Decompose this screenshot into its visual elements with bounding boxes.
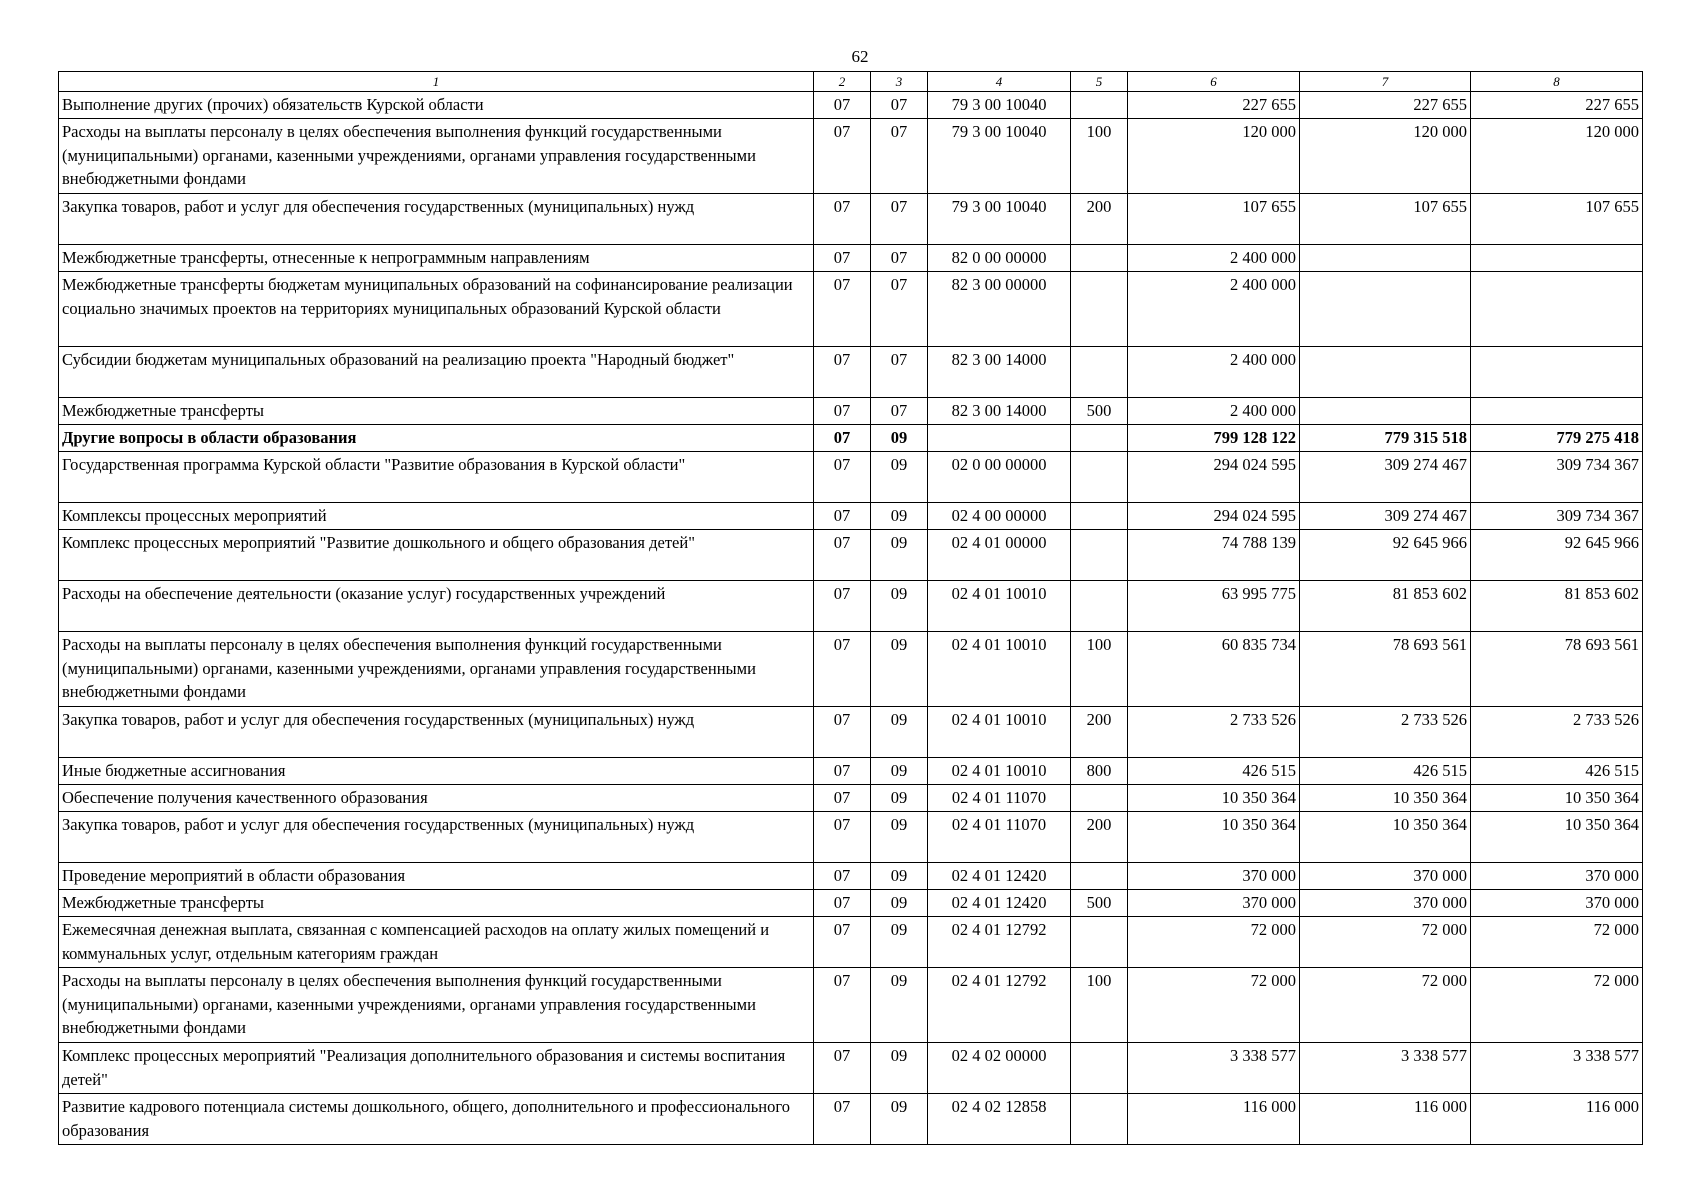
expense-type-code: 100 — [1071, 119, 1128, 194]
table-row — [59, 245, 1643, 272]
row-name: Закупка товаров, работ и услуг для обеспечения государственных (муниципальных) нужд — [59, 194, 814, 245]
amount-col7: 227 655 — [1300, 92, 1471, 119]
subsection-code: 09 — [871, 503, 928, 530]
amount-col7: 309 274 467 — [1300, 452, 1471, 503]
amount-col7: 92 645 966 — [1300, 530, 1471, 581]
amount-col6: 2 400 000 — [1128, 245, 1300, 272]
amount-col7: 72 000 — [1300, 917, 1471, 968]
section-code: 07 — [814, 890, 871, 917]
target-article-code: 79 3 00 10040 — [928, 119, 1071, 194]
table-row — [59, 707, 1643, 758]
header-cell-3: 3 — [871, 72, 928, 92]
row-name: Межбюджетные трансферты — [59, 890, 814, 917]
header-cell-5: 5 — [1071, 72, 1128, 92]
amount-col6: 426 515 — [1128, 758, 1300, 785]
section-code: 07 — [814, 530, 871, 581]
expense-type-code — [1071, 530, 1128, 581]
amount-col7: 78 693 561 — [1300, 632, 1471, 707]
subsection-code: 09 — [871, 707, 928, 758]
page-number: 62 — [851, 47, 869, 66]
amount-col7 — [1300, 272, 1471, 347]
table-row — [59, 530, 1643, 581]
row-name: Расходы на выплаты персоналу в целях обеспечения выполнения функций государственными (муниципальными) органами, казенными учреждениями, органами управления государственными внебюджетными фондами — [59, 968, 814, 1043]
target-article-code: 82 3 00 14000 — [928, 398, 1071, 425]
header-cell-2: 2 — [814, 72, 871, 92]
expense-type-code — [1071, 1094, 1128, 1145]
amount-col8 — [1471, 398, 1643, 425]
amount-col7: 10 350 364 — [1300, 785, 1471, 812]
row-name: Расходы на выплаты персоналу в целях обеспечения выполнения функций государственными (муниципальными) органами, казенными учреждениями, органами управления государственными внебюджетными фондами — [59, 632, 814, 707]
table-row — [59, 1094, 1643, 1145]
subsection-code: 07 — [871, 398, 928, 425]
section-code: 07 — [814, 968, 871, 1043]
table-row — [59, 968, 1643, 1043]
subsection-code: 09 — [871, 968, 928, 1043]
amount-col6: 72 000 — [1128, 968, 1300, 1043]
expense-type-code — [1071, 917, 1128, 968]
amount-col8: 10 350 364 — [1471, 812, 1643, 863]
amount-col8 — [1471, 347, 1643, 398]
amount-col6: 2 733 526 — [1128, 707, 1300, 758]
amount-col6: 60 835 734 — [1128, 632, 1300, 707]
subsection-code: 09 — [871, 917, 928, 968]
amount-col8: 72 000 — [1471, 917, 1643, 968]
target-article-code: 02 0 00 00000 — [928, 452, 1071, 503]
amount-col7: 3 338 577 — [1300, 1043, 1471, 1094]
table-row — [59, 890, 1643, 917]
amount-col6: 63 995 775 — [1128, 581, 1300, 632]
row-name: Ежемесячная денежная выплата, связанная с компенсацией расходов на оплату жилых помещений и коммунальных услуг, отдельным категориям граждан — [59, 917, 814, 968]
target-article-code: 82 3 00 00000 — [928, 272, 1071, 347]
row-name: Обеспечение получения качественного образования — [59, 785, 814, 812]
section-code: 07 — [814, 1043, 871, 1094]
table-row — [59, 92, 1643, 119]
target-article-code: 02 4 01 10010 — [928, 707, 1071, 758]
amount-col8: 227 655 — [1471, 92, 1643, 119]
amount-col6: 10 350 364 — [1128, 812, 1300, 863]
section-code: 07 — [814, 503, 871, 530]
amount-col7: 81 853 602 — [1300, 581, 1471, 632]
amount-col8: 120 000 — [1471, 119, 1643, 194]
amount-col6: 294 024 595 — [1128, 503, 1300, 530]
subsection-code: 09 — [871, 530, 928, 581]
row-name: Развитие кадрового потенциала системы дошкольного, общего, дополнительного и профессионального образования — [59, 1094, 814, 1145]
amount-col6: 2 400 000 — [1128, 347, 1300, 398]
section-code: 07 — [814, 347, 871, 398]
amount-col6: 2 400 000 — [1128, 272, 1300, 347]
subsection-code: 09 — [871, 632, 928, 707]
row-name: Закупка товаров, работ и услуг для обеспечения государственных (муниципальных) нужд — [59, 707, 814, 758]
expense-type-code: 200 — [1071, 707, 1128, 758]
amount-col8 — [1471, 245, 1643, 272]
target-article-code: 79 3 00 10040 — [928, 194, 1071, 245]
expense-type-code: 500 — [1071, 890, 1128, 917]
section-code: 07 — [814, 119, 871, 194]
table-row — [59, 785, 1643, 812]
table-row — [59, 917, 1643, 968]
target-article-code: 02 4 01 11070 — [928, 785, 1071, 812]
subsection-code: 09 — [871, 581, 928, 632]
amount-col7: 2 733 526 — [1300, 707, 1471, 758]
amount-col7: 10 350 364 — [1300, 812, 1471, 863]
amount-col6: 799 128 122 — [1128, 425, 1300, 452]
subsection-code: 09 — [871, 1094, 928, 1145]
amount-col7 — [1300, 245, 1471, 272]
section-code: 07 — [814, 425, 871, 452]
section-code: 07 — [814, 272, 871, 347]
budget-table — [58, 71, 1643, 1145]
expense-type-code — [1071, 347, 1128, 398]
row-name: Межбюджетные трансферты — [59, 398, 814, 425]
amount-col8: 116 000 — [1471, 1094, 1643, 1145]
table-row — [59, 503, 1643, 530]
table-row — [59, 347, 1643, 398]
section-code: 07 — [814, 632, 871, 707]
table-row — [59, 119, 1643, 194]
target-article-code: 02 4 02 00000 — [928, 1043, 1071, 1094]
row-name: Расходы на обеспечение деятельности (оказание услуг) государственных учреждений — [59, 581, 814, 632]
amount-col8: 779 275 418 — [1471, 425, 1643, 452]
row-name: Комплекс процессных мероприятий "Реализация дополнительного образования и системы воспитания детей" — [59, 1043, 814, 1094]
row-name: Государственная программа Курской области "Развитие образования в Курской области" — [59, 452, 814, 503]
target-article-code: 02 4 01 12792 — [928, 968, 1071, 1043]
expense-type-code: 200 — [1071, 812, 1128, 863]
target-article-code: 79 3 00 10040 — [928, 92, 1071, 119]
subsection-code: 07 — [871, 194, 928, 245]
section-code: 07 — [814, 917, 871, 968]
table-row — [59, 425, 1643, 452]
target-article-code — [928, 425, 1071, 452]
amount-col7: 370 000 — [1300, 890, 1471, 917]
expense-type-code: 800 — [1071, 758, 1128, 785]
amount-col8: 3 338 577 — [1471, 1043, 1643, 1094]
table-row — [59, 272, 1643, 347]
amount-col7: 120 000 — [1300, 119, 1471, 194]
target-article-code: 02 4 01 10010 — [928, 632, 1071, 707]
amount-col6: 10 350 364 — [1128, 785, 1300, 812]
header-cell-1: 1 — [59, 72, 814, 92]
section-code: 07 — [814, 245, 871, 272]
subsection-code: 09 — [871, 785, 928, 812]
expense-type-code: 500 — [1071, 398, 1128, 425]
target-article-code: 02 4 01 12792 — [928, 917, 1071, 968]
subsection-code: 09 — [871, 812, 928, 863]
amount-col7: 426 515 — [1300, 758, 1471, 785]
target-article-code: 02 4 00 00000 — [928, 503, 1071, 530]
subsection-code: 07 — [871, 245, 928, 272]
table-row — [59, 863, 1643, 890]
subsection-code: 09 — [871, 1043, 928, 1094]
amount-col6: 116 000 — [1128, 1094, 1300, 1145]
target-article-code: 02 4 01 12420 — [928, 890, 1071, 917]
amount-col7: 370 000 — [1300, 863, 1471, 890]
row-name: Проведение мероприятий в области образования — [59, 863, 814, 890]
target-article-code: 02 4 01 10010 — [928, 758, 1071, 785]
amount-col7: 107 655 — [1300, 194, 1471, 245]
subsection-code: 07 — [871, 119, 928, 194]
amount-col7 — [1300, 347, 1471, 398]
amount-col8: 2 733 526 — [1471, 707, 1643, 758]
amount-col6: 370 000 — [1128, 890, 1300, 917]
amount-col8 — [1471, 272, 1643, 347]
amount-col8: 81 853 602 — [1471, 581, 1643, 632]
amount-col8: 92 645 966 — [1471, 530, 1643, 581]
target-article-code: 02 4 01 10010 — [928, 581, 1071, 632]
header-row — [59, 72, 1643, 92]
amount-col7: 779 315 518 — [1300, 425, 1471, 452]
amount-col6: 107 655 — [1128, 194, 1300, 245]
row-name: Межбюджетные трансферты, отнесенные к непрограммным направлениям — [59, 245, 814, 272]
row-name: Иные бюджетные ассигнования — [59, 758, 814, 785]
subsection-code: 09 — [871, 890, 928, 917]
row-name: Выполнение других (прочих) обязательств Курской области — [59, 92, 814, 119]
target-article-code: 02 4 01 00000 — [928, 530, 1071, 581]
row-name: Другие вопросы в области образования — [59, 425, 814, 452]
amount-col8: 107 655 — [1471, 194, 1643, 245]
section-code: 07 — [814, 398, 871, 425]
target-article-code: 02 4 02 12858 — [928, 1094, 1071, 1145]
table-row — [59, 632, 1643, 707]
subsection-code: 07 — [871, 347, 928, 398]
amount-col8: 370 000 — [1471, 863, 1643, 890]
header-cell-8: 8 — [1471, 72, 1643, 92]
expense-type-code — [1071, 503, 1128, 530]
amount-col6: 294 024 595 — [1128, 452, 1300, 503]
row-name: Комплекс процессных мероприятий "Развитие дошкольного и общего образования детей" — [59, 530, 814, 581]
table-row — [59, 398, 1643, 425]
table-row — [59, 758, 1643, 785]
amount-col7: 309 274 467 — [1300, 503, 1471, 530]
subsection-code: 07 — [871, 92, 928, 119]
table-row — [59, 194, 1643, 245]
amount-col6: 74 788 139 — [1128, 530, 1300, 581]
amount-col6: 2 400 000 — [1128, 398, 1300, 425]
subsection-code: 09 — [871, 425, 928, 452]
section-code: 07 — [814, 812, 871, 863]
amount-col8: 72 000 — [1471, 968, 1643, 1043]
amount-col6: 120 000 — [1128, 119, 1300, 194]
table-row — [59, 812, 1643, 863]
expense-type-code — [1071, 245, 1128, 272]
section-code: 07 — [814, 1094, 871, 1145]
amount-col8: 309 734 367 — [1471, 452, 1643, 503]
table-body — [59, 92, 1643, 1145]
amount-col7: 116 000 — [1300, 1094, 1471, 1145]
target-article-code: 02 4 01 12420 — [928, 863, 1071, 890]
expense-type-code — [1071, 785, 1128, 812]
expense-type-code: 100 — [1071, 632, 1128, 707]
row-name: Расходы на выплаты персоналу в целях обеспечения выполнения функций государственными (муниципальными) органами, казенными учреждениями, органами управления государственными внебюджетными фондами — [59, 119, 814, 194]
section-code: 07 — [814, 194, 871, 245]
section-code: 07 — [814, 452, 871, 503]
target-article-code: 82 0 00 00000 — [928, 245, 1071, 272]
expense-type-code — [1071, 92, 1128, 119]
subsection-code: 09 — [871, 758, 928, 785]
amount-col6: 3 338 577 — [1128, 1043, 1300, 1094]
target-article-code: 02 4 01 11070 — [928, 812, 1071, 863]
section-code: 07 — [814, 92, 871, 119]
amount-col8: 370 000 — [1471, 890, 1643, 917]
table-row — [59, 452, 1643, 503]
expense-type-code — [1071, 581, 1128, 632]
amount-col6: 72 000 — [1128, 917, 1300, 968]
header-cell-7: 7 — [1300, 72, 1471, 92]
header-cell-6: 6 — [1128, 72, 1300, 92]
table-row — [59, 581, 1643, 632]
section-code: 07 — [814, 758, 871, 785]
subsection-code: 09 — [871, 863, 928, 890]
expense-type-code — [1071, 425, 1128, 452]
expense-type-code — [1071, 863, 1128, 890]
expense-type-code: 100 — [1071, 968, 1128, 1043]
section-code: 07 — [814, 863, 871, 890]
amount-col8: 10 350 364 — [1471, 785, 1643, 812]
expense-type-code — [1071, 272, 1128, 347]
amount-col6: 227 655 — [1128, 92, 1300, 119]
row-name: Комплексы процессных мероприятий — [59, 503, 814, 530]
section-code: 07 — [814, 581, 871, 632]
section-code: 07 — [814, 785, 871, 812]
row-name: Межбюджетные трансферты бюджетам муниципальных образований на софинансирование реализации социально значимых проектов на территориях муниципальных образований Курской области — [59, 272, 814, 347]
subsection-code: 09 — [871, 452, 928, 503]
expense-type-code — [1071, 452, 1128, 503]
target-article-code: 82 3 00 14000 — [928, 347, 1071, 398]
row-name: Субсидии бюджетам муниципальных образований на реализацию проекта "Народный бюджет" — [59, 347, 814, 398]
section-code: 07 — [814, 707, 871, 758]
amount-col6: 370 000 — [1128, 863, 1300, 890]
expense-type-code — [1071, 1043, 1128, 1094]
amount-col7: 72 000 — [1300, 968, 1471, 1043]
header-cell-4: 4 — [928, 72, 1071, 92]
amount-col8: 309 734 367 — [1471, 503, 1643, 530]
amount-col8: 426 515 — [1471, 758, 1643, 785]
table-row — [59, 1043, 1643, 1094]
expense-type-code: 200 — [1071, 194, 1128, 245]
amount-col8: 78 693 561 — [1471, 632, 1643, 707]
subsection-code: 07 — [871, 272, 928, 347]
row-name: Закупка товаров, работ и услуг для обеспечения государственных (муниципальных) нужд — [59, 812, 814, 863]
amount-col7 — [1300, 398, 1471, 425]
